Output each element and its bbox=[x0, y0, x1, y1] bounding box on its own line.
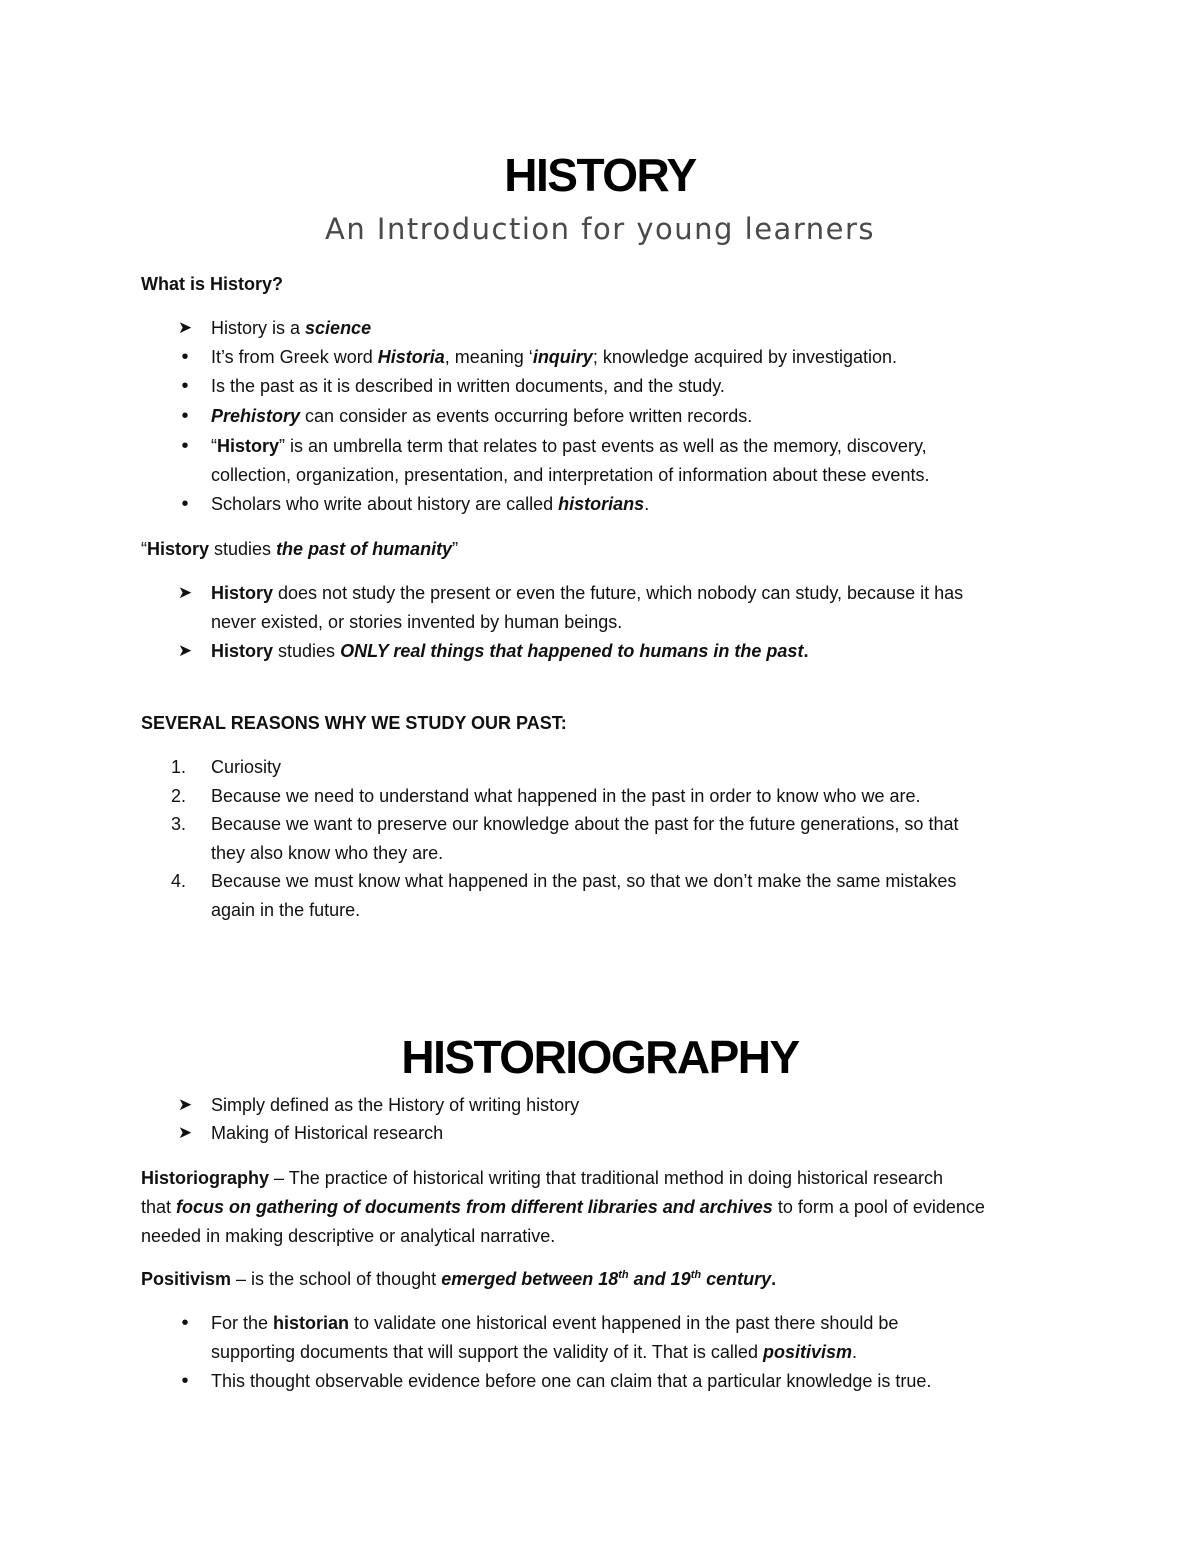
page-title-history: HISTORY bbox=[504, 149, 696, 201]
list-item: 2. Because we need to understand what happened in the past in order to know who we are. bbox=[211, 782, 1071, 811]
arrow-bullet-icon: ➤ bbox=[177, 1123, 193, 1143]
list-item: 4. Because we must know what happened in the past, so that we don’t make the same mistakes again in the future. bbox=[211, 867, 1071, 925]
list-item: ➤ History is a science bbox=[211, 314, 1071, 343]
list-item: • “History” is an umbrella term that relates to past events as well as the memory, discovery, collection, organization, presentation, and interpretation of information about these events. bbox=[211, 432, 1071, 490]
arrow-bullet-icon: ➤ bbox=[177, 1095, 193, 1115]
bullet-icon: • bbox=[181, 493, 189, 515]
bullet-icon: • bbox=[181, 405, 189, 427]
list-number: 1. bbox=[171, 757, 187, 777]
list-item: ➤ Simply defined as the History of writing history bbox=[211, 1091, 1071, 1120]
list-item: • Is the past as it is described in written documents, and the study. bbox=[211, 372, 1071, 401]
positivism-definition: Positivism – is the school of thought emerged between 18th and 19th century. bbox=[141, 1269, 777, 1289]
list-item: ➤ History studies ONLY real things that happened to humans in the past. bbox=[211, 637, 1071, 666]
list-item: • This thought observable evidence before one can claim that a particular knowledge is true. bbox=[211, 1367, 1071, 1396]
bullet-icon: • bbox=[181, 375, 189, 397]
page-title-historiography: HISTORIOGRAPHY bbox=[401, 1031, 799, 1083]
list-number: 3. bbox=[171, 814, 187, 834]
list-item: • Scholars who write about history are called historians. bbox=[211, 490, 1071, 519]
bullet-icon: • bbox=[181, 1370, 189, 1392]
list-item: ➤ Making of Historical research bbox=[211, 1119, 1071, 1148]
list-number: 4. bbox=[171, 871, 187, 891]
quote-line: “History studies the past of humanity” bbox=[141, 539, 459, 559]
list-item: ➤ History does not study the present or even the future, which nobody can study, because it has never existed, or stories invented by human beings. bbox=[211, 579, 1071, 637]
list-item: • For the historian to validate one historical event happened in the past there should be supporting documents that will support the validity of it. That is called positivism. bbox=[211, 1309, 1071, 1367]
arrow-bullet-icon: ➤ bbox=[177, 583, 193, 603]
bullet-icon: • bbox=[181, 1312, 189, 1334]
reasons-heading: SEVERAL REASONS WHY WE STUDY OUR PAST: bbox=[141, 713, 567, 733]
list-item: 1. Curiosity bbox=[211, 753, 1071, 782]
arrow-bullet-icon: ➤ bbox=[177, 641, 193, 661]
list-item: 3. Because we want to preserve our knowledge about the past for the future generations, so that they also know who they are. bbox=[211, 810, 1071, 868]
section-question: What is History? bbox=[141, 274, 284, 294]
list-item: • Prehistory can consider as events occurring before written records. bbox=[211, 402, 1071, 431]
list-item: • It’s from Greek word Historia, meaning ‘inquiry; knowledge acquired by investigation. bbox=[211, 343, 1071, 372]
historiography-definition: Historiography – The practice of historical writing that traditional method in doing historical research that focus on gathering of documents from different libraries and archives to form a pool of evidence needed in making descriptive or analytical narrative. bbox=[141, 1168, 985, 1246]
page-subtitle: An Introduction for young learners bbox=[325, 212, 875, 246]
bullet-icon: • bbox=[181, 346, 189, 368]
list-number: 2. bbox=[171, 786, 187, 806]
bullet-icon: • bbox=[181, 435, 189, 457]
arrow-bullet-icon: ➤ bbox=[177, 318, 193, 338]
